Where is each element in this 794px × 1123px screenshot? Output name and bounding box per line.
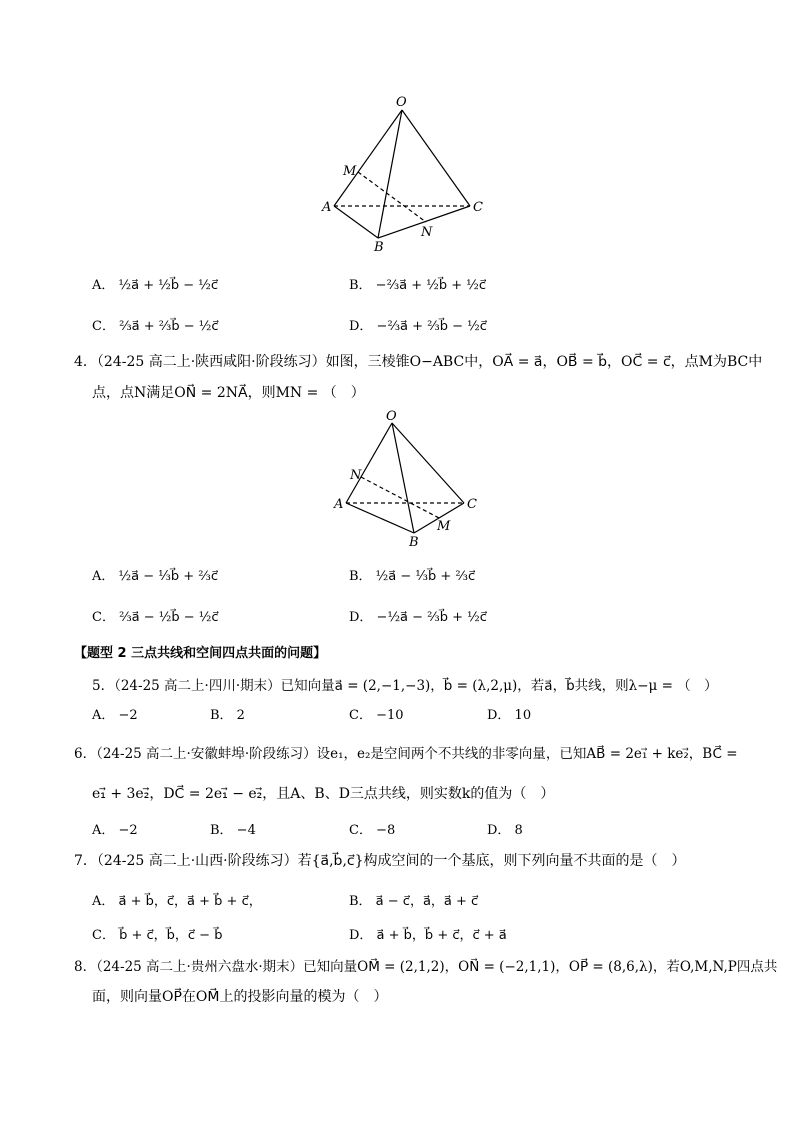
edge-OA bbox=[346, 423, 392, 503]
tetrahedron-figure-1 bbox=[310, 90, 510, 255]
q5-stem: 5．（24-25 高二上·四川·期末）已知向量a⃗ = (2,−1,−3)，b⃗ = (λ,2,μ)，若a⃗，b⃗共线，则λ−μ = （ ） bbox=[92, 678, 718, 694]
label-M: M bbox=[437, 519, 451, 534]
q5-option-a[interactable]: A． −2 bbox=[92, 708, 138, 723]
q7-option-c[interactable]: C． b⃗ + c⃗，b⃗，c⃗ − b⃗ bbox=[92, 928, 223, 943]
q8-stem-line1: 8．（24-25 高二上·贵州六盘水·期末）已知向量OM⃗ = (2,1,2)，ON⃗ = (−2,1,1)，OP⃗ = (8,6,λ)，若O,M,N,P四点共 bbox=[74, 959, 778, 975]
q7-option-a[interactable]: A． a⃗ + b⃗，c⃗，a⃗ + b⃗ + c⃗， bbox=[92, 894, 262, 909]
label-C: C bbox=[473, 200, 483, 215]
label-O: O bbox=[396, 95, 407, 110]
q7-stem: 7．（24-25 高二上·山西·阶段练习）若{a⃗,b⃗,c⃗}构成空间的一个基底，则下列向量不共面的是（ ） bbox=[74, 853, 686, 869]
q5-option-c[interactable]: C． −10 bbox=[349, 708, 404, 723]
q4-stem-line2: 点，点N满足ON⃗ = 2NA⃗，则MN = （ ） bbox=[92, 385, 365, 401]
q3-option-c[interactable]: C． ⅔a⃗ + ⅔b⃗ − ½c⃗ bbox=[92, 319, 219, 334]
q4-option-d[interactable]: D． −½a⃗ − ⅔b⃗ + ½c⃗ bbox=[349, 610, 487, 625]
tetrahedron-figure-2 bbox=[330, 405, 490, 550]
segment-MN bbox=[358, 172, 426, 222]
q6-stem-line2: e₁⃗ + 3e₂⃗，DC⃗ = 2e₁⃗ − e₂⃗，且A、B、D三点共线，则实数k的值为（ ） bbox=[92, 786, 555, 802]
label-M: M bbox=[343, 164, 357, 179]
q3-option-a[interactable]: A． ½a⃗ + ½b⃗ − ½c⃗ bbox=[92, 278, 219, 293]
q4-option-a[interactable]: A． ½a⃗ − ⅓b⃗ + ⅔c⃗ bbox=[92, 569, 219, 584]
q6-option-a[interactable]: A． −2 bbox=[92, 823, 138, 838]
label-O: O bbox=[386, 409, 397, 424]
segment-MN bbox=[361, 477, 439, 518]
section-title: 【题型 2 三点共线和空间四点共面的问题】 bbox=[74, 646, 327, 661]
q6-option-d[interactable]: D． 8 bbox=[487, 823, 523, 838]
edge-AB bbox=[334, 206, 378, 238]
edge-OB bbox=[392, 423, 414, 533]
q3-option-b[interactable]: B． −⅔a⃗ + ½b⃗ + ½c⃗ bbox=[349, 278, 487, 293]
edge-OA bbox=[334, 110, 402, 206]
q4-option-b[interactable]: B． ½a⃗ − ⅓b⃗ + ⅔c⃗ bbox=[349, 569, 476, 584]
label-B: B bbox=[409, 535, 419, 550]
q6-stem-line1: 6．（24-25 高二上·安徽蚌埠·阶段练习）设e₁，e₂是空间两个不共线的非零向量，已知AB⃗ = 2e₁⃗ + ke₂⃗，BC⃗ = bbox=[74, 746, 738, 762]
label-C: C bbox=[467, 497, 477, 512]
label-N: N bbox=[421, 225, 433, 240]
edge-OC bbox=[402, 110, 470, 206]
q4-stem-line1: 4．（24-25 高二上·陕西咸阳·阶段练习）如图，三棱锥O−ABC中，OA⃗ = a⃗，OB⃗ = b⃗，OC⃗ = c⃗，点M为BC中 bbox=[74, 354, 763, 370]
q7-option-d[interactable]: D． a⃗ + b⃗，b⃗ + c⃗，c⃗ + a⃗ bbox=[349, 928, 507, 943]
edge-AB bbox=[346, 503, 414, 533]
edge-OC bbox=[392, 423, 464, 503]
label-N: N bbox=[350, 468, 362, 483]
edge-OB bbox=[378, 110, 402, 238]
label-B: B bbox=[374, 240, 384, 255]
label-A: A bbox=[322, 200, 332, 215]
q8-stem-line2: 面，则向量OP⃗在OM⃗上的投影向量的模为（ ） bbox=[92, 989, 388, 1005]
label-A: A bbox=[334, 497, 344, 512]
q5-option-b[interactable]: B． 2 bbox=[210, 708, 245, 723]
q5-option-d[interactable]: D． 10 bbox=[487, 708, 532, 723]
q6-option-b[interactable]: B． −4 bbox=[210, 823, 256, 838]
q3-option-d[interactable]: D． −⅔a⃗ + ⅔b⃗ − ½c⃗ bbox=[349, 319, 487, 334]
q4-option-c[interactable]: C． ⅔a⃗ − ½b⃗ − ½c⃗ bbox=[92, 610, 219, 625]
q7-option-b[interactable]: B． a⃗ − c⃗，a⃗，a⃗ + c⃗ bbox=[349, 894, 479, 909]
q6-option-c[interactable]: C． −8 bbox=[349, 823, 396, 838]
